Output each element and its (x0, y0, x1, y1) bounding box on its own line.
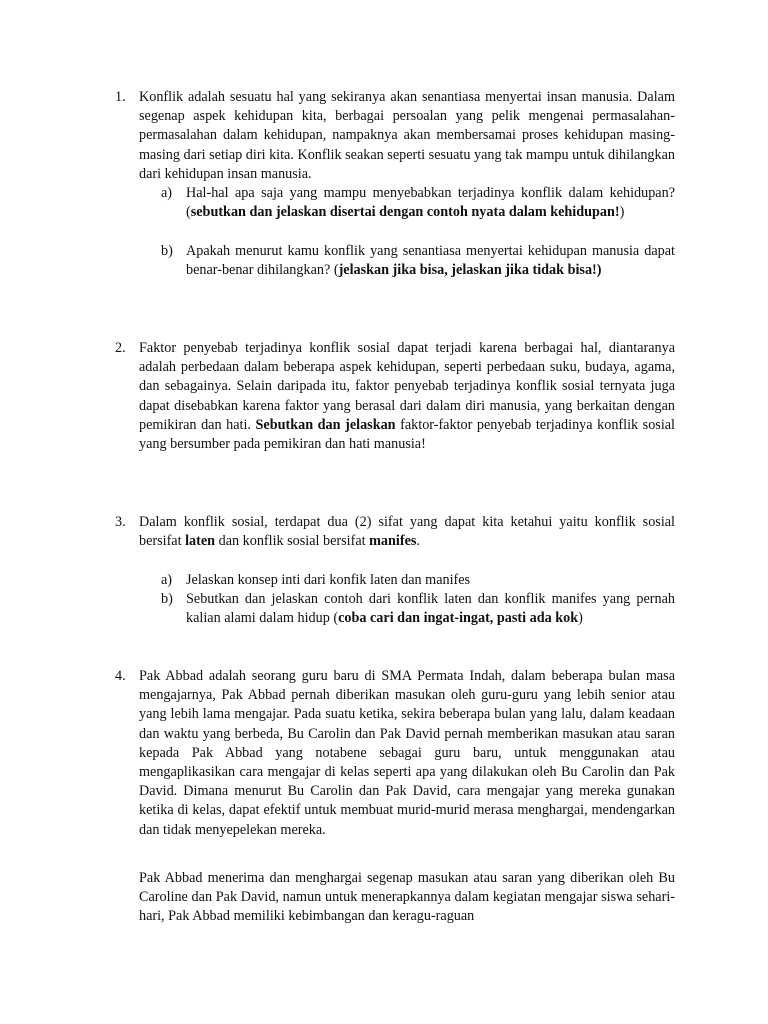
emphasis-text: jelaskan jika bisa, jelaskan jika tidak bisa!) (338, 262, 602, 279)
emphasis-text: laten (185, 533, 216, 550)
sub-letter: a) (161, 185, 173, 201)
question-3b-text: Sebutkan dan jelaskan contoh dari konflik laten dan konflik manifes yang pernah kalian alami dalam hidup (coba cari dan ingat-ingat, pasti ada kok) (186, 591, 675, 627)
emphasis-text: sebutkan dan jelaskan disertai dengan contoh nyata dalam kehidupan! (190, 204, 620, 221)
question-number: 1. (115, 89, 126, 105)
emphasis-text: coba cari dan ingat-ingat, pasti ada kok (338, 610, 579, 627)
question-number: 3. (115, 514, 126, 530)
question-number: 2. (115, 340, 126, 356)
question-number: 4. (115, 668, 126, 684)
question-1-text: Konflik adalah sesuatu hal yang sekiranya akan senantiasa menyertai insan manusia. Dalam segenap aspek kehidupan kita, berbagai persoalan yang pelik mengenai permasalahan-permasalahan dalam kehidupan, nampaknya akan membersamai proses kehidupan masing-masing dari setiap diri kita. Konflik seakan seperti sesuatu yang tak mampu untuk dihilangkan dari kehidupan insan manusia. (139, 89, 675, 182)
question-1b-text: Apakah menurut kamu konflik yang senantiasa menyertai kehidupan manusia dapat benar-benar dihilangkan? (jelaskan jika bisa, jelaskan jika tidak bisa!) (186, 243, 675, 279)
emphasis-text: manifes (369, 533, 417, 550)
question-4-text: Pak Abbad adalah seorang guru baru di SMA Permata Indah, dalam beberapa bulan masa mengajarnya, Pak Abbad pernah diberikan masukan oleh guru-guru yang lebih senior atau yang lebih lama mengajar. Pada suatu ketika, sekira beberapa bulan yang lalu, dalam keadaan dan waktu yang berbeda, Bu Carolin dan Pak David pernah memberikan masukan atau saran kepada Pak Abbad yang notabene sebagai guru baru, untuk menggunakan atau mengaplikasikan cara mengajar di kelas seperti apa yang dilakukan oleh Bu Carolin dan Pak David. Dimana menurut Bu Carolin dan Pak David, cara mengajar yang mereka gunakan ketika di kelas, dapat efektif untuk membuat murid-murid merasa menghargai, mendengarkan dan tidak menyepelekan mereka. (139, 668, 675, 838)
sub-letter: a) (161, 572, 173, 588)
question-4-text-continued: Pak Abbad menerima dan menghargai segenap masukan atau saran yang diberikan oleh Bu Caroline dan Pak David, namun untuk menerapkannya dalam kegiatan mengajar siswa sehari-hari, Pak Abbad memiliki kebimbangan dan keragu-raguan (139, 870, 675, 925)
emphasis-text: Sebutkan dan jelaskan (255, 416, 396, 433)
question-3-text: Dalam konflik sosial, terdapat dua (2) sifat yang dapat kita ketahui yaitu konflik sosial bersifat laten dan konflik sosial bersifat manifes. (139, 514, 675, 550)
sub-letter: b) (161, 243, 173, 259)
question-1a-text: Hal-hal apa saja yang mampu menyebabkan terjadinya konflik dalam kehidupan? (sebutkan dan jelaskan disertai dengan contoh nyata dalam kehidupan!) (186, 185, 675, 221)
question-3a-text: Jelaskan konsep inti dari konfik laten dan manifes (186, 572, 471, 588)
sub-letter: b) (161, 591, 173, 607)
question-2-text: Faktor penyebab terjadinya konflik sosial dapat terjadi karena berbagai hal, diantaranya adalah perbedaan dalam beberapa aspek kehidupan, seperti perbedaan suku, budaya, agama, dan sebagainya. Selain daripada itu, faktor penyebab terjadinya konflik sosial ternyata juga dapat disebabkan karena faktor yang berasal dari dalam diri manusia, yang berkaitan dengan pemikiran dan hati. Sebutkan dan jelaskan faktor-faktor penyebab terjadinya konflik sosial yang bersumber pada pemikiran dan hati manusia! (139, 340, 675, 453)
